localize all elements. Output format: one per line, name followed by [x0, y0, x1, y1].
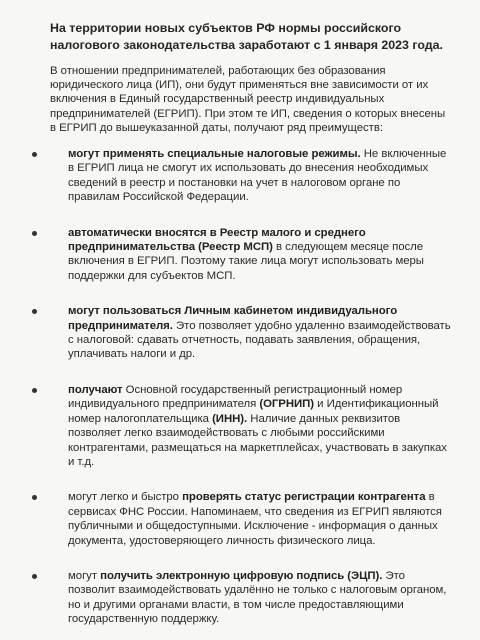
ogrnip-label: (ОГРНИП) — [259, 398, 315, 411]
bullet-text: Это позволяет удобно удаленно взаимодействовать с налоговой: сдавать отчетность, подавать заявления, обращения, уплачивать налоги и др. — [68, 319, 451, 361]
list-item — [50, 569, 454, 627]
bullet-text: в следующем месяце после включения в ЕГРИП. Поэтому такие лица могут использовать меры поддержки для субъектов МСП. — [68, 241, 424, 282]
list-item — [50, 304, 454, 362]
bullet-dot — [32, 231, 37, 236]
bullet-dot — [32, 152, 37, 157]
intro-paragraph: В отношении предпринимателей, работающих без образования юридического лица (ИП), они будут применяться вне зависимости от их включения в Единый государственный реестр индивидуальных предпринимателей (ЕГРИП). При этом те ИП, сведения о которых внесены в ЕГРИП до вышеуказанной даты, получают ряд преимуществ: — [50, 65, 446, 134]
bullet-text: могут легко и быстро — [68, 491, 183, 504]
bullet-bold-text: могут пользоваться Личным кабинетом индивидуального предпринимателя. — [68, 305, 398, 332]
bullet-text: и Идентификационный номер налогоплательщика — [68, 398, 439, 425]
inn-label: (ИНН). — [212, 412, 248, 425]
bullet-text: могут — [68, 569, 101, 582]
list-item — [50, 147, 454, 205]
bullet-bold-text: могут применять специальные налоговые режимы. — [68, 148, 361, 161]
list-item — [50, 383, 454, 469]
bullet-text: Не включенные в ЕГРИП лица не смогут их использовать до внесения необходимых сведений в реестр и постановки на учет в налоговом органе по правилам Российской Федерации. — [68, 148, 447, 204]
bullet-dot — [32, 388, 37, 393]
bullet-dot — [32, 309, 37, 314]
bullet-text: в сервисах ФНС России. Напоминаем, что сведения из ЕГРИП являются публичными и общедоступными. Исключение - информация о данных документа, удостоверяющего личность физического лица. — [68, 491, 442, 547]
bullet-bold-text: получить электронную цифровую подпись (ЭЦП). — [100, 569, 383, 582]
bullet-bold-text: автоматически вносятся в Реестр малого и среднего предпринимательства (Реестр МСП) — [68, 226, 366, 254]
list-item — [50, 226, 454, 284]
bullet-text: Это позволит взаимодействовать удалённо не только с налоговым органом, но и другими органами власти, в том числе предоставляющими государственную поддержку. — [68, 569, 447, 626]
document-title: На территории новых субъектов РФ нормы российского налогового законодательства заработают с 1 января 2023 года. — [50, 21, 443, 52]
bullet-dot — [32, 574, 37, 579]
benefits-list — [50, 147, 454, 627]
list-item — [50, 490, 454, 548]
bullet-bold-text: проверять статус регистрации контрагента — [182, 491, 426, 504]
bullet-text: Наличие данных реквизитов позволяет легко взаимодействовать с любыми российскими контрагентами, размещаться на маркетплейсах, участвовать в закупках и т.д. — [68, 412, 447, 468]
bullet-dot — [32, 495, 37, 500]
bullet-text: Основной государственный регистрационный номер индивидуального предпринимателя — [68, 383, 403, 411]
bullet-bold-text: получают — [68, 383, 123, 396]
